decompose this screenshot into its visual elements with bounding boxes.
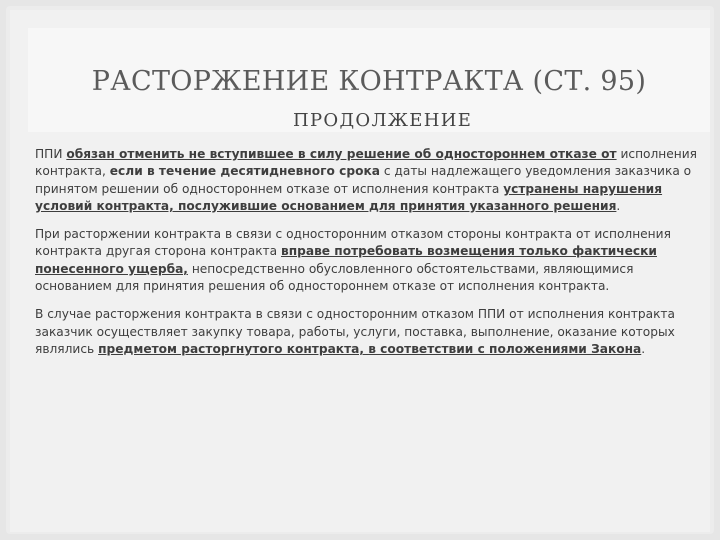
text-segment: предметом расторгнутого контракта, в соответствии с положениями Закона	[98, 341, 642, 356]
slide-body	[35, 146, 699, 369]
bold-text	[110, 164, 380, 178]
text-segment: .	[641, 341, 646, 356]
body-paragraph-2	[35, 226, 699, 295]
slide-title: РАСТОРЖЕНИЕ КОНТРАКТА (СТ. 95)	[91, 66, 647, 97]
text-segment: При расторжении контракта в связи с односторонним отказом стороны контракта от исполнения контракта другая сторона контракта	[35, 227, 671, 259]
slide	[10, 10, 710, 532]
text-segment: ППИ	[35, 147, 67, 161]
bold-text	[66, 147, 616, 161]
text-segment: устранены нарушения условий контракта, послужившие основанием для принятия указанного решения	[35, 181, 663, 213]
bold-text	[98, 342, 641, 356]
title-box	[28, 28, 710, 132]
text-segment: В случае расторжения контракта в связи с односторонним отказом ППИ от исполнения контракта заказчик осуществляет закупку товара, работы, услуги, поставка, выполнение, оказание которых являлись	[35, 307, 676, 356]
text-segment: обязан отменить не вступившее в силу решение об одностороннем отказе от	[66, 147, 617, 161]
text-segment: вправе потребовать возмещения только фактически понесенного ущерба,	[35, 244, 657, 276]
underlined-text	[66, 147, 616, 161]
text-segment: с даты надлежащего уведомления заказчика о принятом решении об одностороннем отказе от исполнения контракта	[35, 164, 692, 196]
text-segment: исполнения контракта,	[35, 147, 697, 179]
body-paragraph-3	[35, 306, 699, 358]
body-paragraph-1	[35, 146, 699, 215]
text-segment: непосредственно обусловленного обстоятельствами, являющимися основанием для принятия решения об одностороннем отказе от исполнения контракта.	[35, 261, 634, 294]
text-segment: если в течение десятидневного срока	[109, 164, 380, 179]
text-segment: .	[616, 198, 621, 213]
slide-subtitle: ПРОДОЛЖЕНИЕ	[293, 110, 473, 131]
underlined-text	[98, 342, 641, 356]
